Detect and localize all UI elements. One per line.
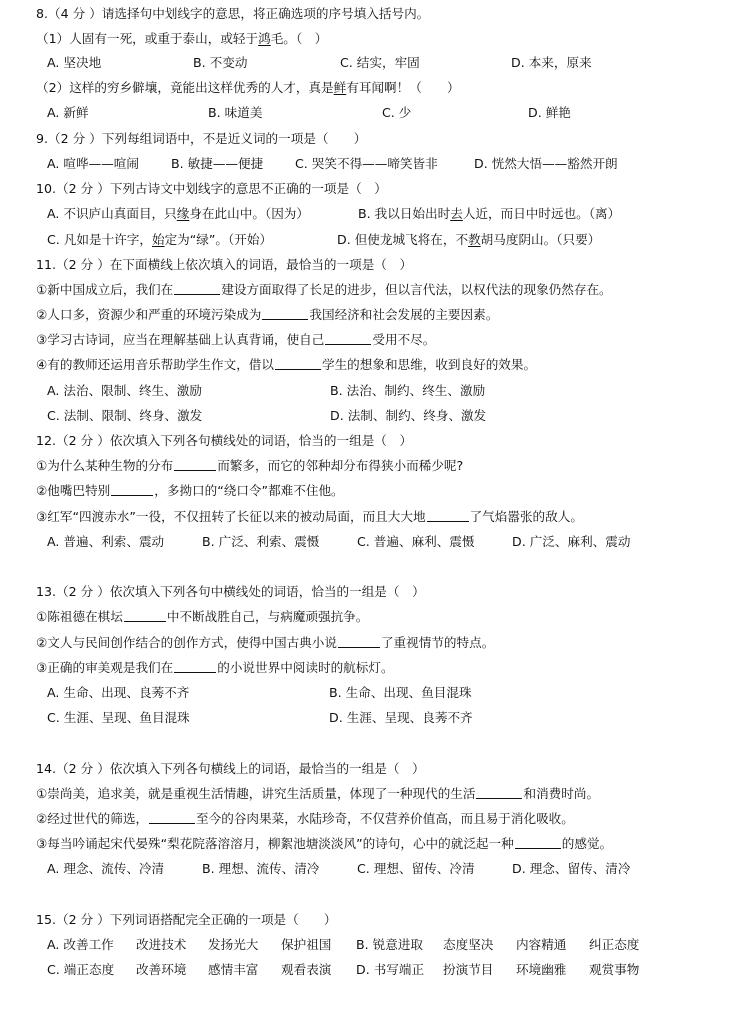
option-a-word: 发扬光大 (208, 937, 259, 952)
underlined-char: 教 (468, 232, 481, 247)
option-b-word: 内容精通 (516, 937, 567, 952)
question-title: 13.（2 分 ）依次填入下列各句中横线处的词语，恰当的一组是（ ） (36, 584, 425, 599)
fill-blank (111, 481, 153, 496)
option-b: B. 我以日始出时去人近，而日中时远也。（离） (358, 206, 621, 221)
options-8-1 (0, 52, 734, 74)
option-b-word: 纠正态度 (589, 937, 640, 952)
options-11-cd (0, 405, 734, 427)
underlined-char: 去 (450, 206, 463, 221)
option-b: B. 广泛、利索、震慑 (202, 534, 320, 549)
option-a: A. 坚决地 (47, 55, 102, 70)
option-a: A. 理念、流传、冷清 (47, 861, 165, 876)
fill-blank (325, 330, 371, 345)
option-a: A. 喧哗——喧闹 (47, 156, 139, 171)
underlined-char: 缘 (176, 206, 190, 221)
underlined-char: 鲜 (333, 80, 347, 95)
option-a-word: 改进技术 (136, 937, 187, 952)
fill-blank (174, 280, 220, 295)
option-a: A. 生命、出现、良莠不齐 (47, 685, 190, 700)
options-15-ab (0, 934, 734, 956)
options-11-ab (0, 380, 734, 402)
sentence-13-2: ②文人与民间创作结合的创作方式，使得中国古典小说 了重视情节的特点。 (36, 635, 495, 650)
option-a: A. 法治、限制、终生、激励 (47, 383, 202, 398)
option-a: A. 新鲜 (47, 105, 89, 120)
option-c: C. 少 (382, 105, 412, 120)
question-9 (0, 128, 734, 150)
question-title: 9.（2 分 ）下列每组词语中，不是近义词的一项是（ ） (36, 131, 367, 146)
sentence-11-3: ③学习古诗词，应当在理解基础上认真背诵，使自己 受用不尽。 (36, 332, 436, 347)
option-d: D. 广泛、麻利、震动 (512, 534, 631, 549)
question-14 (0, 758, 734, 780)
option-c: C. 哭笑不得——啼笑皆非 (295, 156, 438, 171)
fill-blank (476, 784, 522, 799)
sentence-8-1 (0, 28, 734, 50)
option-d-word: 扮演节目 (443, 962, 494, 977)
option-a-word: A. 改善工作 (47, 937, 114, 952)
fill-blank (515, 834, 561, 849)
option-c: C. 普遍、麻利、震慑 (357, 534, 475, 549)
option-c-word: C. 端正态度 (47, 962, 115, 977)
options-9 (0, 153, 734, 175)
question-title: 10.（2 分 ）下列古诗文中划线字的意思不正确的一项是（ ） (36, 181, 387, 196)
question-title: 8.（4 分 ）请选择句中划线字的意思，将正确选项的序号填入括号内。 (36, 6, 430, 21)
option-b: B. 不变动 (193, 55, 248, 70)
sentence-13-3: ③正确的审美观是我们在 的小说世界中阅读时的航标灯。 (36, 660, 394, 675)
option-c: C. 凡如是十许字，始定为“绿”。（开始） (47, 232, 273, 247)
option-c: C. 法制、限制、终身、激发 (47, 408, 203, 423)
option-a-word: 保护祖国 (281, 937, 332, 952)
options-13-ab (0, 682, 734, 704)
sentence-text: 有耳闻啊！（ ） (346, 80, 460, 95)
option-d: D. 生涯、呈现、良莠不齐 (329, 710, 473, 725)
options-14 (0, 858, 734, 880)
sentence-text: 毛。（ ） (270, 31, 328, 46)
sentence-text: （2）这样的穷乡僻壤，竟能出这样优秀的人才，真是 (36, 80, 334, 95)
fill-blank (174, 456, 216, 471)
sentence-11-1: ①新中国成立后，我们在 建设方面取得了长足的进步，但以言代法，以权代法的现象仍然存在。 (36, 282, 612, 297)
underlined-char: 始 (151, 232, 165, 247)
option-b: B. 法治、制约、终生、激励 (330, 383, 486, 398)
fill-blank (275, 355, 321, 370)
option-b: B. 生命、出现、鱼目混珠 (329, 685, 472, 700)
question-title: 15.（2 分 ）下列词语搭配完全正确的一项是（ ） (36, 912, 337, 927)
question-title: 14.（2 分 ）依次填入下列各句横线上的词语，最恰当的一组是（ ） (36, 761, 425, 776)
option-b: B. 味道美 (208, 105, 263, 120)
sentence-12-2: ②他嘴巴特别 ，多拗口的“绕口令”都难不住他。 (36, 483, 344, 498)
option-d-word: D. 书写端正 (356, 962, 425, 977)
underlined-char: 鸿 (258, 31, 271, 46)
options-10-ab (0, 203, 734, 225)
sentence-14-1: ①崇尚美，追求美，就是重视生活情趣，讲究生活质量，体现了一种现代的生活 和消费时尚。 (36, 786, 600, 801)
option-d: D. 恍然大悟——豁然开朗 (474, 156, 618, 171)
fill-blank (149, 809, 195, 824)
sentence-12-3: ③红军“四渡赤水”一役，不仅扭转了长征以来的被动局面，而且大大地 了气焰嚣张的敌人。 (36, 509, 583, 524)
sentence-text: （1）人固有一死，或重于泰山，或轻于 (36, 31, 259, 46)
option-d: D. 鲜艳 (528, 105, 571, 120)
option-a: A. 普遍、利索、震动 (47, 534, 165, 549)
option-c-word: 感情丰富 (208, 962, 259, 977)
sentence-13-1: ①陈祖德在棋坛 中不断战胜自己，与病魔顽强抗争。 (36, 609, 369, 624)
options-8-2 (0, 102, 734, 124)
option-a: A. 不识庐山真面目，只缘身在此山中。（因为） (47, 206, 309, 221)
question-title: 11.（2 分 ）在下面横线上依次填入的词语，最恰当的一项是（ ） (36, 257, 413, 272)
question-11 (0, 254, 734, 276)
sentence-11-4: ④有的教师还运用音乐帮助学生作文，借以 学生的想象和思维，收到良好的效果。 (36, 357, 537, 372)
option-d-word: 观赏事物 (589, 962, 640, 977)
question-10 (0, 178, 734, 200)
question-15 (0, 909, 734, 931)
options-12 (0, 531, 734, 553)
fill-blank (262, 305, 308, 320)
question-13 (0, 581, 734, 603)
question-8 (0, 3, 734, 25)
fill-blank (124, 607, 166, 622)
option-b: B. 敏捷——便捷 (171, 156, 264, 171)
sentence-8-2 (0, 77, 734, 99)
option-d: D. 法制、制约、终身、激发 (330, 408, 487, 423)
option-c: C. 理想、留传、冷清 (357, 861, 475, 876)
question-title: 12.（2 分 ）依次填入下列各句横线处的词语，恰当的一组是（ ） (36, 433, 413, 448)
option-b: B. 理想、流传、清冷 (202, 861, 320, 876)
option-c: C. 生涯、呈现、鱼目混珠 (47, 710, 190, 725)
option-d: D. 但使龙城飞将在，不教胡马度阴山。（只要） (337, 232, 601, 247)
option-c-word: 改善环境 (136, 962, 187, 977)
sentence-12-1: ①为什么某种生物的分布 而繁多，而它的邻种却分布得狭小而稀少呢? (36, 458, 464, 473)
sentence-14-2: ②经过世代的筛选， 至今的谷肉果菜，水陆珍奇，不仅营养价值高，而且易于消化吸收。 (36, 811, 574, 826)
question-12 (0, 430, 734, 452)
sentence-14-3: ③每当吟诵起宋代晏殊“梨花院落溶溶月，柳絮池塘淡淡风”的诗句，心中的就泛起一种 的感觉。 (36, 836, 613, 851)
fill-blank (338, 633, 380, 648)
fill-blank (427, 507, 469, 522)
option-c: C. 结实，牢固 (340, 55, 420, 70)
option-b-word: B. 锐意进取 (356, 937, 424, 952)
sentence-11-2: ②人口多，资源少和严重的环境污染成为 我国经济和社会发展的主要因素。 (36, 307, 499, 322)
option-c-word: 观看表演 (281, 962, 332, 977)
options-15-cd (0, 959, 734, 981)
options-10-cd (0, 229, 734, 251)
option-b-word: 态度坚决 (443, 937, 494, 952)
option-d-word: 环境幽雅 (516, 962, 567, 977)
option-d: D. 理念、留传、清冷 (512, 861, 631, 876)
options-13-cd (0, 707, 734, 729)
option-d: D. 本来，原来 (511, 55, 592, 70)
fill-blank (174, 658, 216, 673)
